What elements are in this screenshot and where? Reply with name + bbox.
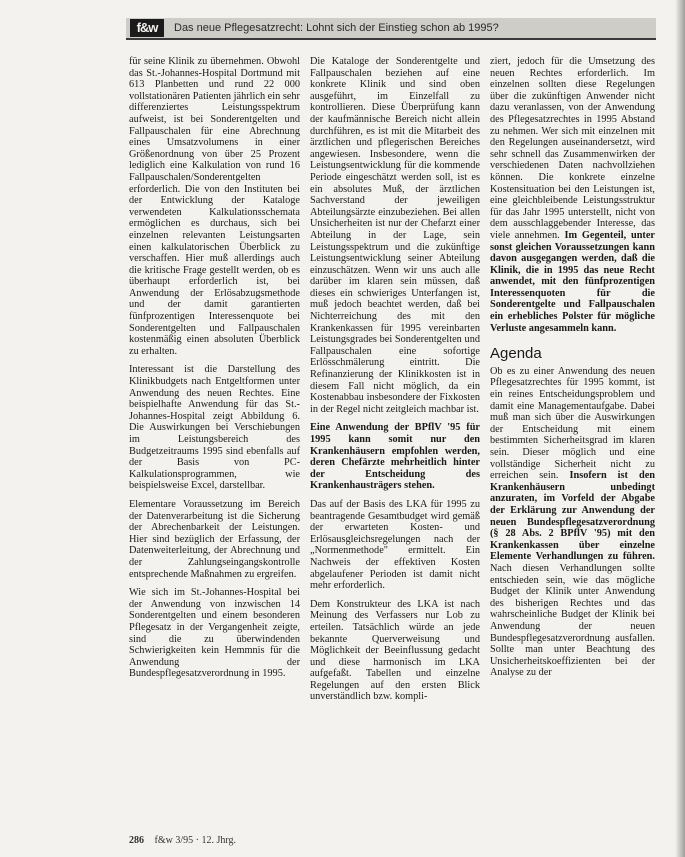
page-number: 286 [129,835,144,846]
paragraph-text: Ob es zu einer Anwendung des neuen Pflegesatzrechtes für 1995 kommt, ist ein reines Entscheidungsproblem und damit eine Managementaufgabe. Dabei muß man sich über die Auswirkungen der Entscheidung mit einem bestimmten Sicherheitsgrad im klaren sein. Dieser möglich und eine vollständige Sicherheit nicht zu erreichen sein. [490,365,655,482]
paragraph: Die Kataloge der Sonderentgelte und Fallpauschalen beziehen auf eine konkrete Klinik und sind oben ausgeführt, im Einzelfall zu kontrollieren. Diese Überprüfung kann der kaufmännische Bereich nicht allein durchführen, es ist mit die Mitarbeit des ärztlichen und pflegerischen Bereiches angewiesen. Insbesondere, wenn die Leistungsentwicklung für die kommende Periode eingeschätzt werden soll, ist es ein absolutes Muß, der ärztlichen Sachverstand der jeweiligen Abteilungsärzte einzubeziehen. Bei allen Unsicherheiten ist nur der Chefarzt einer Abteilung in der Lage, sein Leistungsspektrum und die zukünftige Leistungsentwicklung seiner Abteilung einzuschätzen. Wenn wir uns auch alle darüber im klaren sein müssen, daß dieses ein schwieriges Unterfangen ist, muß jedoch beachtet werden, daß bei Nichterreichung des mit den Krankenkassen für 1995 vereinbarten Leistungsgrades bei Sonderentgelten und Fallpauschalen eine sofortige Erlösschmälerung eintritt. Die Refinanzierung der Klinikkosten ist in diesem Fall nicht möglich, da ein Kostenabbau insbesondere der Fixkosten in der Regel nicht zeitgleich machbar ist. [310,56,480,415]
bold-text: Insofern ist den Krankenhäusern unbedingt anzuraten, im Vorfeld der Abgabe der Erklärung zur Anwendung der neuen Bundespflegesatzverordnung (§ 28 Abs. 2 BPflV '95) mit den Krankenkassen über einzelne Elemente Verhandlungen zu führen. [490,470,655,563]
header-title: Das neue Pflegesatzrecht: Lohnt sich der Einstieg schon ab 1995? [174,22,499,34]
paragraph: Dem Konstrukteur des LKA ist nach Meinung des Verfassers nur Lob zu erteilen. Tatsächlich würde an jede bekannte Querverweisung und Möglichkeit der Beeinflussung gedacht und diese harmonisch im LKA aufgefaßt. Tabellen und einzelne Regelungen auf den ersten Blick unverständlich bzw. kompli- [310,598,480,703]
section-heading: Agenda [490,345,542,363]
paragraph: Elementare Voraussetzung im Bereich der Datenverarbeitung ist die Sicherung der Abrechenbarkeit der Leistungen. Hier sind bezüglich der Erfassung, der Datenweiterleitung, der Abrechnung und der Zahlungseingangskontrolle entsprechende Maßnahmen zu ergreifen. [129,498,300,580]
journal-logo: f&w [130,19,164,37]
text-column-3 [490,56,655,686]
text-column-2 [310,56,480,710]
paragraph-text: ziert, jedoch für die Umsetzung des neuen Rechtes erforderlich. Im einzelnen sollten diese Regelungen über die zukünftigen Anwender nicht dazu veranlassen, von der Anwendung des Pflegesatzrechtes in 1995 Abstand zu nehmen. Wer sich mit einzelnen mit den Regelungen auseinandersetzt, wird sehr schnell das Zusammenwirken der verschiedenen Daten nachvollziehen können. Die konkrete einzelne Kostensituation bei den Leistungen ist, eine gleichbleibende Leistungsstruktur für das Jahr 1995 unterstellt, nicht von dem ausschlaggebender Interesse, das viele annehmen. [490,56,655,241]
footer-source: f&w 3/95 · 12. Jhrg. [154,835,236,846]
paragraph: Das auf der Basis des LKA für 1995 zu beantragende Gesamtbudget wird gemäß der erwarteten Kosten- und Erlösausgleichsregelungen nach der „Normenmethode" ermittelt. Ein Nachweis der effektiven Kosten abgelaufener Perioden ist damit nicht mehr erforderlich. [310,498,480,592]
paragraph-text: Nach diesen Verhandlungen sollte entschieden sein, wie das mögliche Budget der Klinik unter Anwendung des bisherigen Rechtes und das wahrscheinliche Budget der Klinik bei Anwendung der neuen Bundespflegesatzverordnung ausfallen. Sollte man unter Beachtung des Unsicherheitskoeffizienten bei der Analyse zu der [490,562,655,679]
page-footer [129,835,236,846]
paragraph [490,366,655,679]
bold-paragraph: Eine Anwendung der BPflV '95 für 1995 kann somit nur den Krankenhäusern empfohlen werden, deren Chefärzte mehrheitlich hinter der Entscheidung des Krankenhausträgers stehen. [310,422,480,492]
running-header [126,18,656,40]
paragraph [490,56,655,334]
text-column-1 [129,56,300,687]
paragraph: Wie sich im St.-Johannes-Hospital bei der Anwendung von inzwischen 14 Sonderentgelten und einem besonderen Pflegesatz in der Vergangenheit zeigte, sind die zu überwindenden Schwierigkeiten kein Hemmnis für die Anwendung der Bundespflegesatzverordnung in 1995. [129,587,300,680]
paragraph: für seine Klinik zu übernehmen. Obwohl das St.-Johannes-Hospital Dortmund mit 613 Planbetten und rund 22 000 vollstationären Patienten jährlich ein sehr differenziertes Leistungsspektrum aufweist, ist bei Sonderentgelten und Fallpauschalen für eine Abrechnung eines Umsatzvolumens in einer Größenordnung von über 25 Prozent lediglich eine Kalkulation von rund 16 Fallpauschalen/Sonderentgelten erforderlich. Die von den Instituten bei der Entwicklung der Kataloge verwendeten Kalkulationsschemata ermöglichen es durchaus, sich bei einzelnen relevanten Leistungsarten einen kalkulatorischen Überblick zu verschaffen. Hier muß allerdings auch die kritische Frage gestellt werden, ob es überhaupt erforderlich ist, bei Anwendung der Erlösabzugsmethode und der damit garantierten fünfprozentigen Interessenquote bei Sonderentgelten und Fallpauschalen kostenmäßig einen absoluten Überblick zu erhalten. [129,56,300,357]
bold-text: Im Gegenteil, unter sonst gleichen Voraussetzungen kann davon ausgegangen werden, daß die Klinik, die in 1995 das neue Recht anwendet, mit den fünfprozentigen Interessenquoten für die Sonderentgelte und Fallpauschalen ein erhebliches Polster für mögliche Verluste angesammeln kann. [490,229,656,334]
paragraph: Interessant ist die Darstellung des Klinikbudgets nach Entgeltformen unter Anwendung des neuen Rechtes. Eine beispielhafte Anwendung für das St.-Johannes-Hospital zeigt Abbildung 6. Die Auswirkungen bei Verschiebungen im Leistungsbereich des Budgetzeitraums 1995 sind ebenfalls auf der Basis von PC-Kalkulationsprogrammen, wie beispielsweise Excel, darstellbar. [129,364,300,492]
